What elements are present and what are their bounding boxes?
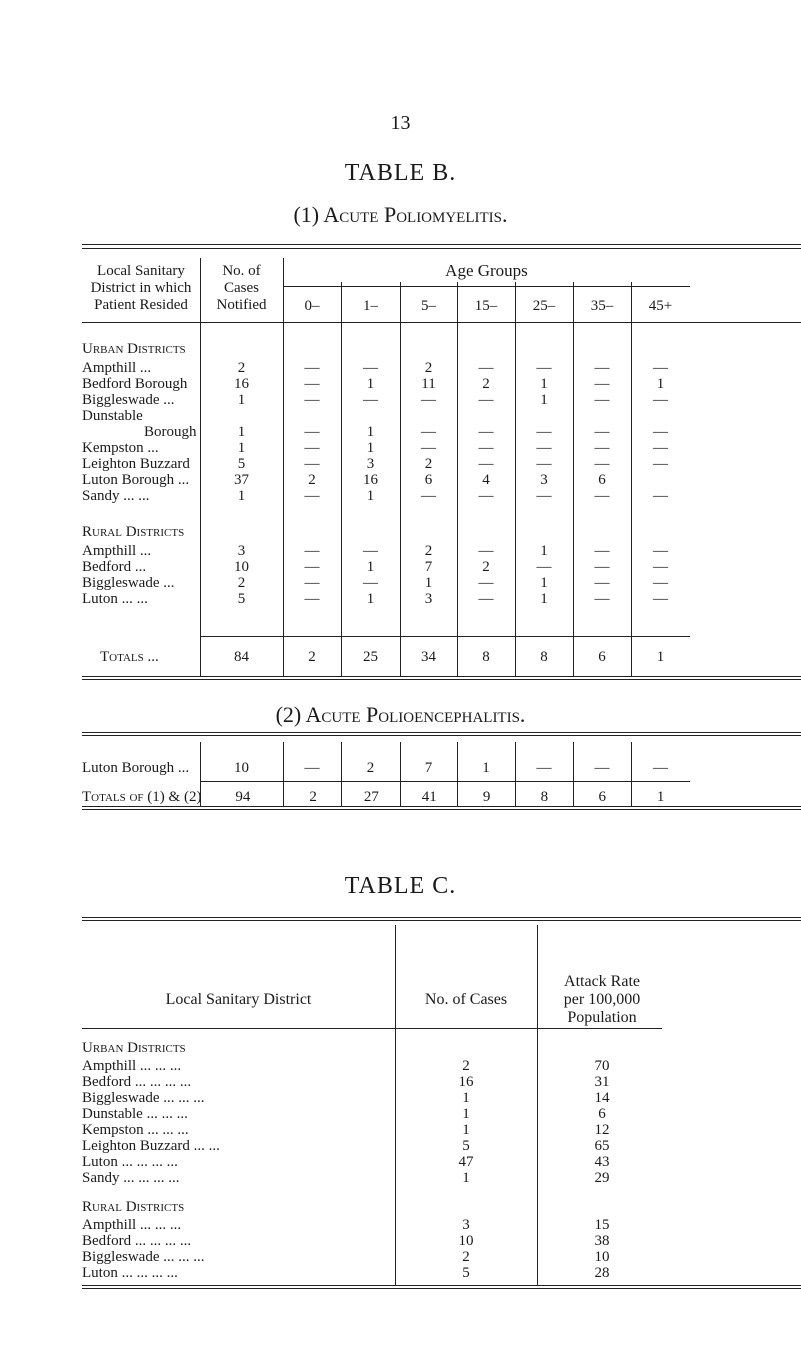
age-cell: — xyxy=(653,440,668,456)
age-cell: 2 xyxy=(482,559,490,575)
table-row xyxy=(82,424,690,440)
age-cell: — xyxy=(478,360,494,376)
district-cell: Bedford ... ... ... ... xyxy=(82,1074,192,1090)
district-cell: Dunstable xyxy=(82,408,143,424)
age-cell: 1 xyxy=(540,591,548,607)
rate-cell: 65 xyxy=(594,1138,610,1154)
age-col-35: 35– xyxy=(590,298,614,314)
age-col-25: 25– xyxy=(532,298,556,314)
table-row xyxy=(82,1074,667,1090)
cases-cell: 16 xyxy=(458,1074,474,1090)
age-cell: — xyxy=(304,360,320,376)
age-cell xyxy=(515,408,573,424)
age-cell: — xyxy=(594,543,610,559)
age-cell: 1 xyxy=(656,789,665,805)
rule-top-1 xyxy=(82,244,801,245)
age-cell: — xyxy=(363,360,378,376)
rate-cell: 10 xyxy=(594,1249,610,1265)
age-cell: — xyxy=(653,360,668,376)
grand-total-bottom-rule-1 xyxy=(82,806,801,807)
age-cell: — xyxy=(304,575,320,591)
rate-cell: 15 xyxy=(594,1217,610,1233)
age-cell: 41 xyxy=(421,789,437,805)
age-col-15: 15– xyxy=(474,298,498,314)
district-cell: Dunstable ... ... ... xyxy=(82,1106,188,1122)
age-cell: — xyxy=(536,440,552,456)
district-cell: Kempston ... ... ... xyxy=(82,1122,189,1138)
age-cell: — xyxy=(653,559,668,575)
age-cell: — xyxy=(653,543,668,559)
table-c-bottom-rule-1 xyxy=(82,1285,801,1286)
age-col-0: 0– xyxy=(304,298,320,314)
age-cell: 1 xyxy=(366,440,375,456)
age-col-45plus: 45+ xyxy=(648,298,673,314)
age-cell: — xyxy=(304,392,320,408)
age-cell: 1 xyxy=(366,424,375,440)
age-cell: — xyxy=(421,392,436,408)
table-c-section-rural: Rural Districts xyxy=(82,1199,185,1215)
age-cell: 1 xyxy=(540,376,548,392)
age-cell: — xyxy=(653,424,668,440)
age-cell: — xyxy=(304,543,320,559)
age-cell: — xyxy=(653,392,668,408)
age-cell: — xyxy=(304,559,320,575)
cases-cell: 1 xyxy=(237,392,246,408)
age-cell: 7 xyxy=(424,559,433,575)
age-cell: 2 xyxy=(366,760,375,776)
age-cell: 6 xyxy=(424,472,433,488)
age-cell xyxy=(400,408,457,424)
district-cell: Totals ... xyxy=(100,649,159,665)
age-cell: — xyxy=(421,424,436,440)
age-cell: 3 xyxy=(424,591,433,607)
age-cell: 7 xyxy=(424,760,433,776)
district-cell: Biggleswade ... ... ... xyxy=(82,1090,205,1106)
cases-cell: 3 xyxy=(462,1217,470,1233)
age-cell: 6 xyxy=(598,789,606,805)
age-cell: 6 xyxy=(598,472,606,488)
age-cell: 1 xyxy=(366,488,375,504)
district-cell: Leighton Buzzard xyxy=(82,456,190,472)
age-cell: — xyxy=(536,559,552,575)
table-b-part2-row xyxy=(82,760,690,776)
table-b-part2-title: (2) Acute Polioencephalitis. xyxy=(275,702,526,727)
table-c-bottom-rule-2 xyxy=(82,1288,801,1289)
table-row xyxy=(82,591,690,607)
part2-top-rule-1 xyxy=(82,732,801,733)
district-cell: Biggleswade ... xyxy=(82,392,175,408)
age-cell: — xyxy=(478,440,494,456)
age-cell: — xyxy=(594,760,610,776)
age-cell: — xyxy=(594,376,610,392)
district-cell: Sandy ... ... ... ... xyxy=(82,1170,180,1186)
section-urban-districts: Urban Districts xyxy=(82,341,186,357)
table-c-header-district: Local Sanitary District xyxy=(165,991,312,1008)
age-cell: 2 xyxy=(482,376,490,392)
table-row xyxy=(82,1058,667,1074)
rate-cell: 6 xyxy=(598,1106,606,1122)
age-cell: 1 xyxy=(424,575,433,591)
table-row xyxy=(82,1265,667,1281)
rate-cell: 70 xyxy=(594,1058,610,1074)
age-cell: — xyxy=(653,591,668,607)
age-cell: 8 xyxy=(540,789,549,805)
table-b-title: TABLE B. xyxy=(344,160,457,186)
table-row xyxy=(82,575,690,591)
district-cell: Biggleswade ... xyxy=(82,575,175,591)
age-cell: — xyxy=(594,392,610,408)
district-cell: Luton Borough ... xyxy=(82,760,190,776)
age-cell: — xyxy=(478,575,494,591)
age-cell: 4 xyxy=(482,472,490,488)
table-row xyxy=(82,543,690,559)
table-row xyxy=(82,360,690,376)
age-cell: 1 xyxy=(366,591,375,607)
district-cell: Ampthill ... ... ... xyxy=(82,1058,182,1074)
age-header-rule xyxy=(283,286,690,287)
cases-cell: 10 xyxy=(458,1233,474,1249)
age-cell: — xyxy=(304,456,320,472)
table-b-totals xyxy=(82,649,690,665)
age-cell: — xyxy=(536,424,552,440)
district-cell: Biggleswade ... ... ... xyxy=(82,1249,205,1265)
age-cell: — xyxy=(536,456,552,472)
table-row xyxy=(82,456,690,472)
district-cell: Borough xyxy=(144,424,197,440)
age-cell: — xyxy=(421,440,436,456)
age-cell: — xyxy=(653,488,668,504)
age-cell: 3 xyxy=(366,456,375,472)
age-cell: — xyxy=(594,424,610,440)
age-cell: — xyxy=(536,488,552,504)
rate-cell: 43 xyxy=(594,1154,610,1170)
age-cell: — xyxy=(304,440,320,456)
district-cell: Leighton Buzzard ... ... xyxy=(82,1138,220,1154)
cases-cell: 5 xyxy=(237,456,246,472)
age-cell: — xyxy=(594,591,610,607)
table-row xyxy=(82,488,690,504)
age-cell: 9 xyxy=(482,789,491,805)
cases-cell: 5 xyxy=(462,1138,470,1154)
totals-bottom-rule-1 xyxy=(82,676,801,677)
age-cell: 2 xyxy=(424,543,433,559)
header-bottom-rule xyxy=(82,322,801,323)
cases-cell: 2 xyxy=(462,1058,470,1074)
table-row xyxy=(82,559,690,575)
age-cell: — xyxy=(304,591,320,607)
header-cases: No. of Cases Notified xyxy=(216,263,267,313)
age-cell: 34 xyxy=(421,649,436,665)
table-c-header-cases: No. of Cases xyxy=(424,991,508,1008)
table-c-header-rule xyxy=(82,1028,662,1029)
table-row xyxy=(82,392,690,408)
age-cell: 2 xyxy=(424,456,433,472)
age-cell: 1 xyxy=(656,376,665,392)
age-cell xyxy=(573,408,631,424)
cases-cell: 1 xyxy=(462,1090,470,1106)
cases-cell: 10 xyxy=(234,559,249,575)
part2-top-rule-2 xyxy=(82,735,801,736)
age-cell: — xyxy=(478,488,494,504)
cases-cell: 10 xyxy=(234,760,249,776)
age-cell: — xyxy=(304,376,320,392)
cases-cell: 2 xyxy=(237,575,246,591)
table-c-header-rate: Attack Rate per 100,000 Population xyxy=(563,973,641,1026)
table-b-urban-body xyxy=(82,360,690,504)
cases-cell xyxy=(200,408,283,424)
table-b-part1-title: (1) Acute Poliomyelitis. xyxy=(293,202,508,227)
table-row xyxy=(82,1106,667,1122)
cases-cell: 1 xyxy=(462,1122,470,1138)
age-cell xyxy=(631,408,690,424)
age-cell: — xyxy=(478,591,494,607)
table-b-grand-total xyxy=(82,789,690,805)
age-cell: — xyxy=(304,488,320,504)
age-cell: 2 xyxy=(309,789,317,805)
rate-cell: 29 xyxy=(594,1170,610,1186)
age-cell: 6 xyxy=(598,649,606,665)
age-cell xyxy=(631,472,690,488)
district-cell: Luton ... ... ... ... xyxy=(82,1265,178,1281)
age-cell: 1 xyxy=(656,649,665,665)
age-cell: 2 xyxy=(424,360,433,376)
district-cell: Sandy ... ... xyxy=(82,488,150,504)
district-cell: Ampthill ... xyxy=(82,543,152,559)
rate-cell: 12 xyxy=(594,1122,610,1138)
cases-cell: 1 xyxy=(237,488,246,504)
table-c-section-urban: Urban Districts xyxy=(82,1040,186,1056)
district-cell: Bedford ... xyxy=(82,559,147,575)
age-cell: — xyxy=(478,392,494,408)
district-cell: Ampthill ... ... ... xyxy=(82,1217,182,1233)
cases-cell: 3 xyxy=(237,543,246,559)
district-cell: Kempston ... xyxy=(82,440,159,456)
table-row xyxy=(82,472,690,488)
table-b-rural-body xyxy=(82,543,690,607)
table-c-top-rule-2 xyxy=(82,920,801,921)
table-row xyxy=(82,1154,667,1170)
age-cell: — xyxy=(363,575,378,591)
age-cell: — xyxy=(594,456,610,472)
table-row xyxy=(82,408,690,424)
age-cell: — xyxy=(363,543,378,559)
age-cell: — xyxy=(594,360,610,376)
age-cell: 3 xyxy=(540,472,548,488)
totals-bottom-rule-2 xyxy=(82,679,801,680)
table-c-rural-body xyxy=(82,1217,667,1281)
rate-cell: 28 xyxy=(594,1265,610,1281)
age-cell: 27 xyxy=(363,789,379,805)
age-cell: — xyxy=(536,760,552,776)
district-cell: Luton Borough ... xyxy=(82,472,190,488)
age-cell: — xyxy=(478,456,494,472)
age-cell: — xyxy=(653,760,668,776)
age-col-1: 1– xyxy=(363,298,378,314)
header-district: Local Sanitary District in which Patient Resided xyxy=(90,263,192,313)
age-cell: — xyxy=(478,424,494,440)
cases-cell: 47 xyxy=(458,1154,474,1170)
age-cell: 2 xyxy=(308,649,316,665)
cases-cell: 1 xyxy=(237,440,246,456)
age-cell: 2 xyxy=(308,472,316,488)
age-cell: — xyxy=(594,440,610,456)
age-cell: 25 xyxy=(363,649,378,665)
totals-row xyxy=(82,649,690,665)
table-row xyxy=(82,440,690,456)
age-cell xyxy=(341,408,400,424)
age-cell: — xyxy=(304,760,320,776)
district-cell: Bedford ... ... ... ... xyxy=(82,1233,192,1249)
age-col-5: 5– xyxy=(421,298,436,314)
cases-cell: 5 xyxy=(237,591,246,607)
age-cell: 1 xyxy=(540,575,548,591)
table-row xyxy=(82,1233,667,1249)
age-cell xyxy=(457,408,515,424)
table-c-urban-body xyxy=(82,1058,667,1186)
district-cell: Luton ... ... ... ... xyxy=(82,1154,178,1170)
age-cell: — xyxy=(653,575,668,591)
age-cell: — xyxy=(594,488,610,504)
grand-total-row xyxy=(82,789,690,805)
age-cell: 11 xyxy=(421,376,436,392)
age-cell: 1 xyxy=(540,392,548,408)
table-row xyxy=(82,1249,667,1265)
age-cell: — xyxy=(536,360,552,376)
district-cell: Ampthill ... xyxy=(82,360,152,376)
cases-cell: 1 xyxy=(462,1106,470,1122)
grand-total-bottom-rule-2 xyxy=(82,809,801,810)
table-row xyxy=(82,1090,667,1106)
cases-cell: 84 xyxy=(234,649,249,665)
age-cell: 1 xyxy=(540,543,548,559)
page-number: 13 xyxy=(390,112,411,134)
table-row xyxy=(82,760,690,776)
rate-cell: 38 xyxy=(594,1233,610,1249)
totals-top-rule xyxy=(200,636,690,637)
cases-cell: 2 xyxy=(462,1249,470,1265)
cases-cell: 16 xyxy=(234,376,249,392)
table-row xyxy=(82,376,690,392)
district-cell: Bedford Borough xyxy=(82,376,188,392)
age-cell xyxy=(283,408,341,424)
table-row xyxy=(82,1170,667,1186)
age-cell: 8 xyxy=(540,649,548,665)
age-cell: — xyxy=(594,559,610,575)
age-cell: 1 xyxy=(482,760,490,776)
age-cell: 1 xyxy=(366,376,375,392)
section-rural-districts: Rural Districts xyxy=(82,524,185,540)
cases-cell: 2 xyxy=(237,360,246,376)
table-c-title: TABLE C. xyxy=(344,873,457,899)
age-cell: — xyxy=(363,392,378,408)
grand-total-top-rule xyxy=(200,781,690,782)
age-cell: 1 xyxy=(366,559,375,575)
cases-cell: 37 xyxy=(234,472,249,488)
rate-cell: 14 xyxy=(594,1090,610,1106)
cases-cell: 5 xyxy=(462,1265,470,1281)
table-row xyxy=(82,1138,667,1154)
table-row xyxy=(82,1217,667,1233)
rate-cell: 31 xyxy=(594,1074,610,1090)
cases-cell: 94 xyxy=(235,789,251,805)
rule-top-2 xyxy=(82,248,801,249)
district-cell: Luton ... ... xyxy=(82,591,148,607)
age-cell: — xyxy=(594,575,610,591)
age-cell: 16 xyxy=(363,472,378,488)
district-cell: Totals of (1) & (2) xyxy=(82,789,202,805)
table-c-top-rule-1 xyxy=(82,917,801,918)
table-row xyxy=(82,1122,667,1138)
header-age-groups: Age Groups xyxy=(445,261,528,280)
age-cell: — xyxy=(653,456,668,472)
age-cell: — xyxy=(421,488,436,504)
age-cell: — xyxy=(304,424,320,440)
cases-cell: 1 xyxy=(237,424,246,440)
age-cell: 8 xyxy=(482,649,490,665)
cases-cell: 1 xyxy=(462,1170,470,1186)
age-cell: — xyxy=(478,543,494,559)
